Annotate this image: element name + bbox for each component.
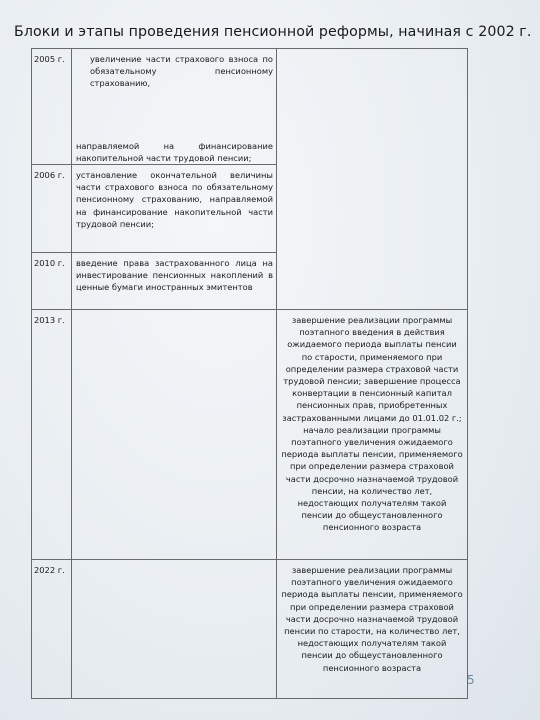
stage-cell: завершение реализации программы поэтапного увеличения ожидаемого периода выплаты пенсии, применяемого при определении размера страховой части досрочно назначаемой трудовой пенсии по старости, на количество лет, недостающих получателям такой пенсии до общеустановленного пенсионного возраста [277,560,468,699]
table-row [32,560,468,699]
stage-cell [72,165,277,253]
stage-cell: завершение реализации программы поэтапного введения в действия ожидаемого периода выплаты пенсии по старости, применяемого при определении размера страховой части трудовой пенсии; завершение процесса конвертации в пенсионный капитал пенсионных прав, приобретенных застрахованными лицами до 01.01.02 г.; начало реализации программы поэтапного увеличения ожидаемого периода выплаты пенсии, применяемого при определении размера страховой части досрочно назначаемой трудовой пенсии, на количество лет, недостающих получателям такой пенсии до общеустановленного пенсионного возраста [277,310,468,560]
slide-title: Блоки и этапы проведения пенсионной реформы, начиная с 2002 г. [14,24,532,40]
stage-text: направляемой на финансирование накопительной части трудовой пенсии; [76,140,273,163]
stage-cell-empty [72,560,277,699]
stage-text: увеличение части страхового взноса по обязательному пенсионному страхованию, [90,54,273,89]
year-cell: 2006 г. [32,165,72,253]
year-cell: 2010 г. [32,253,72,310]
stage-cell-empty [72,310,277,560]
stage-text: установление окончательной величины части страхового взноса по обязательному пенсионному страхованию, направляемой на финансирование накопительной части трудовой пенсии; [76,170,273,229]
page-number: 5 [467,673,475,687]
stage-text: введение права застрахованного лица на инвестирование пенсионных накоплений в ценные бумаги иностранных эмитентов [76,258,273,293]
year-cell: 2013 г. [32,310,72,560]
table-row [32,310,468,560]
table-row [32,49,468,165]
stage-cell-empty [277,49,468,310]
stage-cell [72,49,277,165]
stage-cell [72,253,277,310]
reform-stages-table [31,48,468,699]
year-cell: 2005 г. [32,49,72,165]
year-cell: 2022 г. [32,560,72,699]
